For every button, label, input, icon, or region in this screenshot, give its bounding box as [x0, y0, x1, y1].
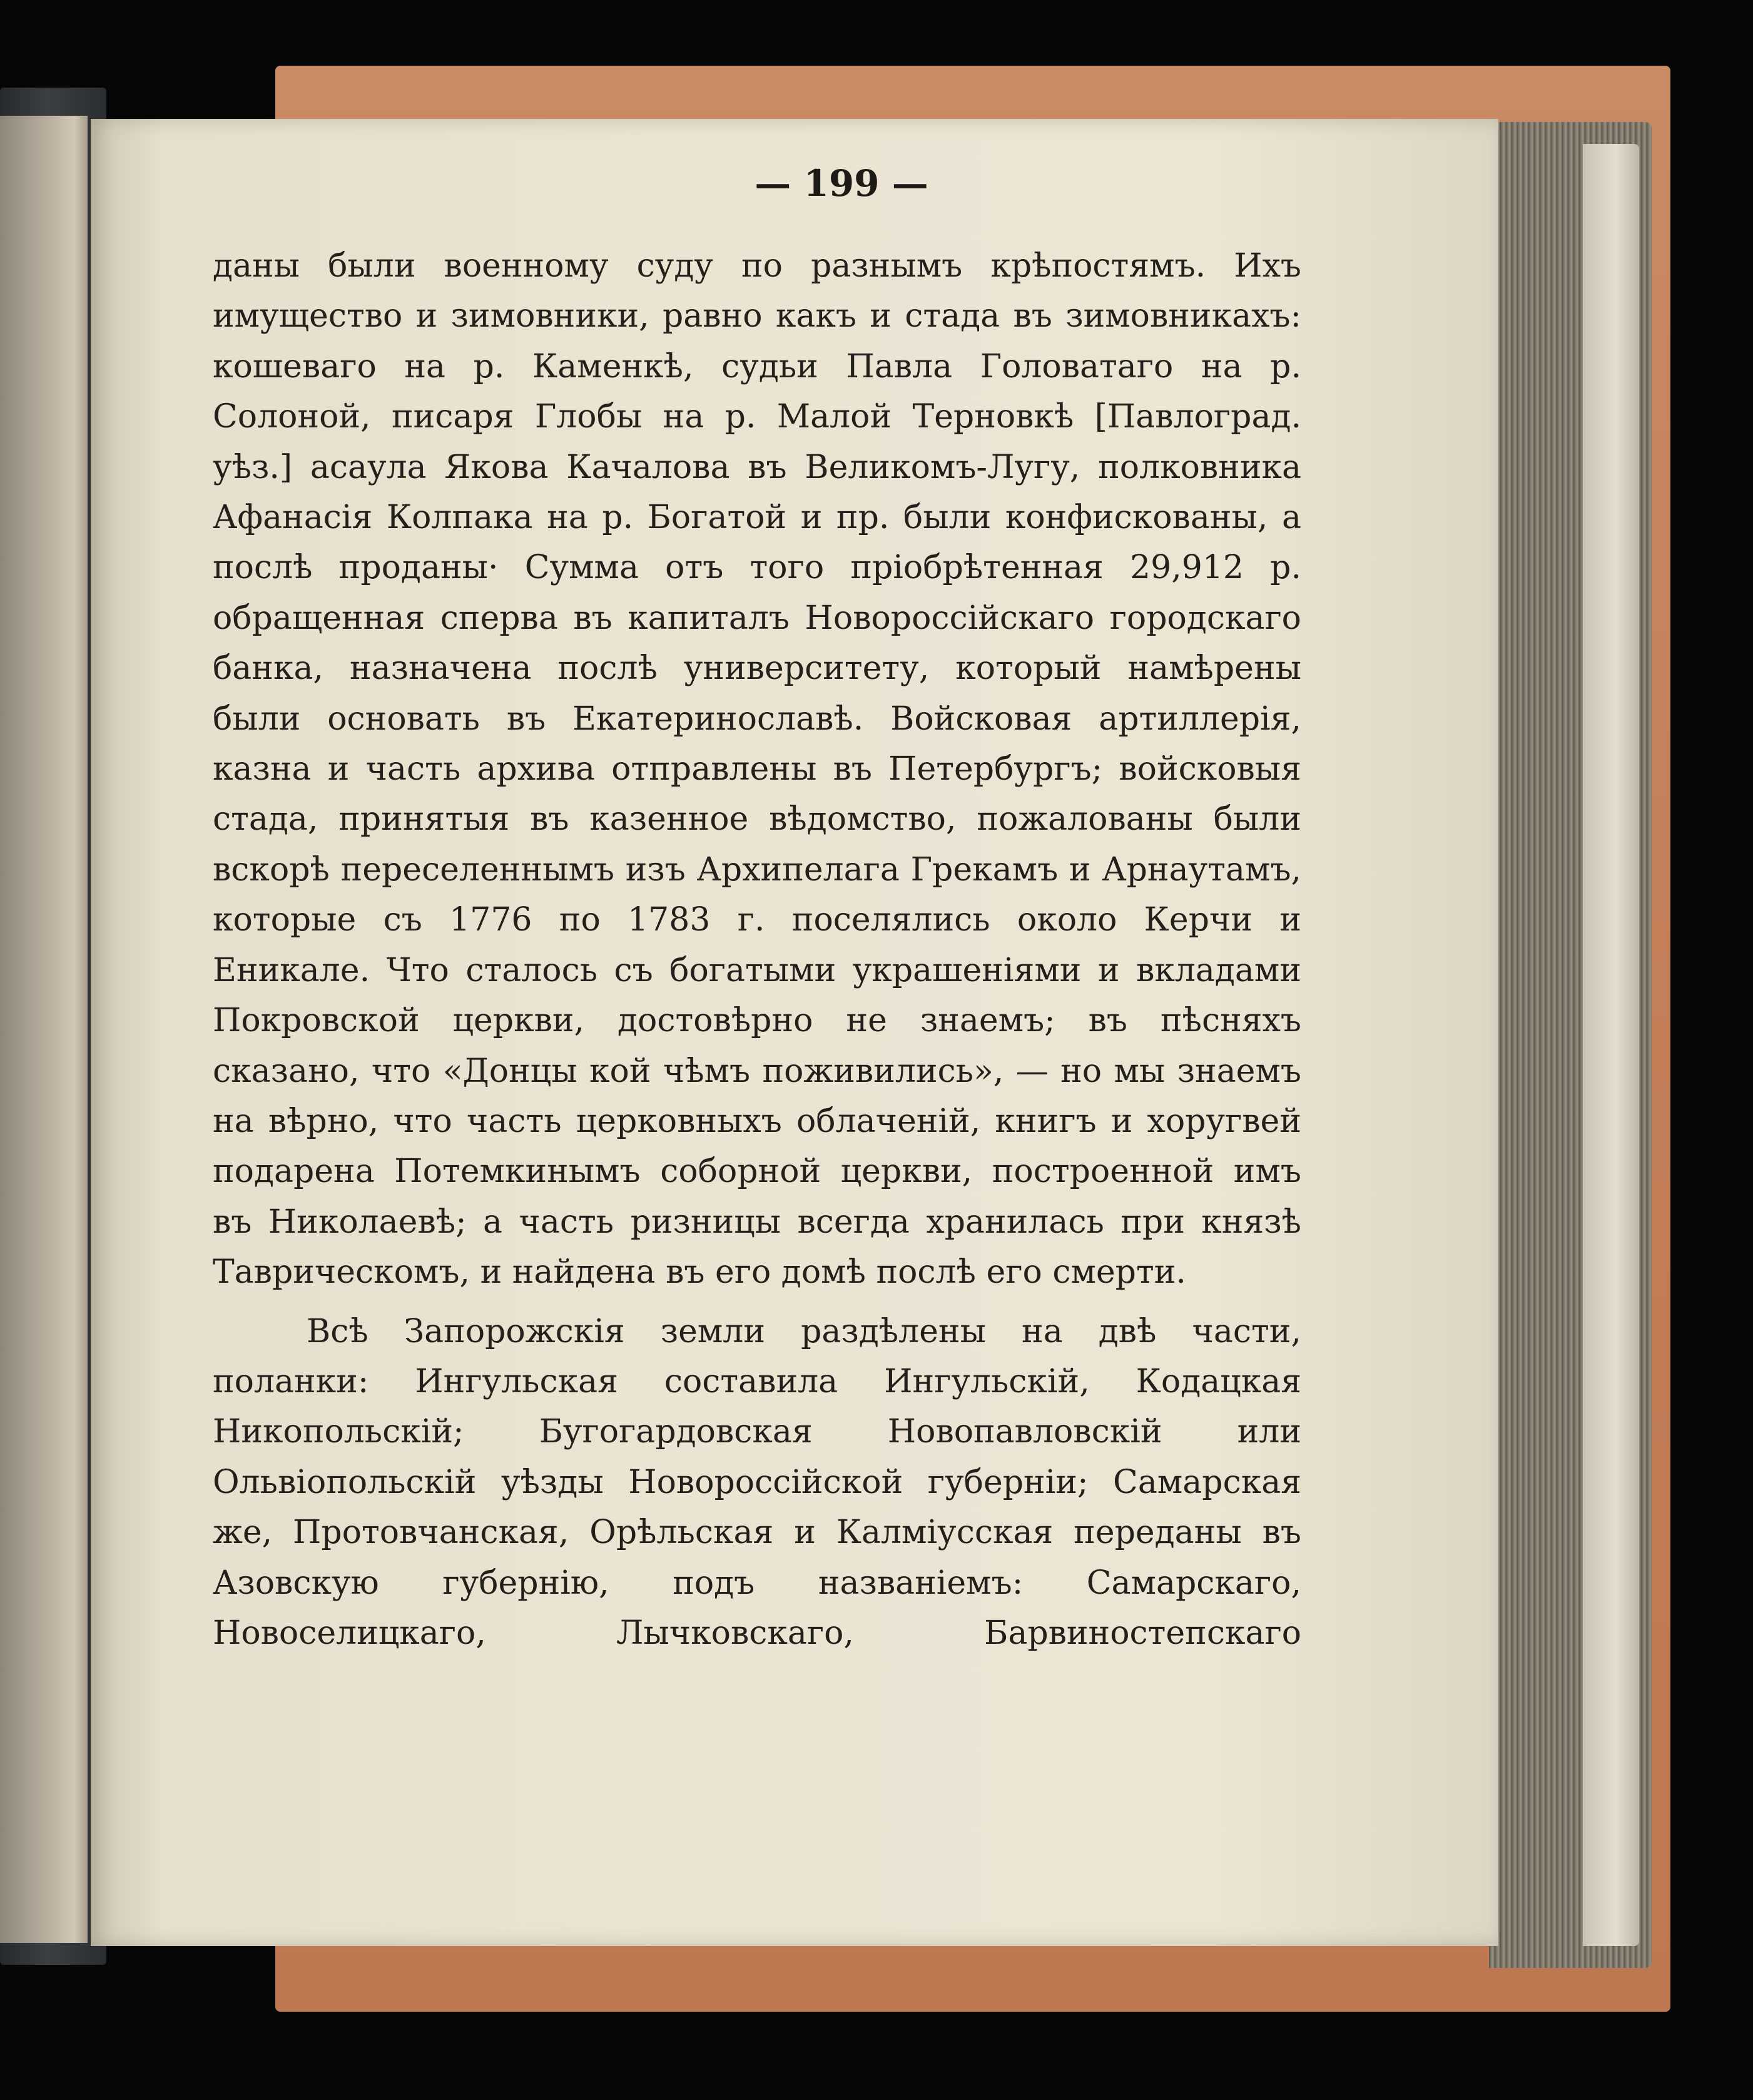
- page-stack-light-edge: [1583, 144, 1639, 1946]
- left-page-edge: [0, 116, 88, 1943]
- paragraph-1: даны были военному суду по разнымъ крѣпостямъ. Ихъ имущество и зимовники, равно какъ и стада въ зимовникахъ: кошеваго на р. Каменкѣ, судьи Павла Головатаго на р. Солоной, писаря Глобы на р. Малой Терновкѣ [Павлоград. уѣз.] асаула Якова Качалова въ Великомъ-Лугу, полковника Афанасія Колпака на р. Богатой и пр. были конфискованы, а послѣ проданы· Сумма отъ того пріобрѣтенная 29,912 р. обращенная сперва въ капиталъ Новороссійскаго городскаго банка, назначена послѣ университету, который намѣрены были основать въ Екатеринославѣ. Войсковая артиллерія, казна и часть архива отправлены въ Петербургъ; войсковыя стада, принятыя въ казенное вѣдомство, пожалованы были вскорѣ переселеннымъ изъ Архипелага Грекамъ и Арнаутамъ, которые съ 1776 по 1783 г. поселялись около Керчи и Еникале. Что сталось съ богатыми украшеніями и вкладами Покровской церкви, достовѣрно не знаемъ; въ пѣсняхъ сказано, что «Донцы кой чѣмъ поживились», — но мы знаемъ на вѣрно, что часть церковныхъ облаченій, книгъ и хоругвей подарена Потемкинымъ соборной церкви, построенной имъ въ Николаевѣ; а часть ризницы всегда хранилась при князѣ Таврическомъ, и найдена въ его домѣ послѣ его смерти.: [213, 247, 1301, 1292]
- page-text: [213, 241, 1301, 1658]
- paragraph-2: Всѣ Запорожскія земли раздѣлены на двѣ части, поланки: Ингульская составила Ингульскій, Кодацкая Никопольскій; Бугогардовская Новопавловскій или Ольвіопольскій уѣзды Новороссійской губерніи; Самарская же, Протовчанская, Орѣльская и Калміусская переданы въ Азовскую губернію, подъ названіемъ: Самарскаго, Новоселицкаго, Лычковскаго, Барвиностепскаго: [213, 1312, 1301, 1652]
- page-number: — 199 —: [755, 162, 928, 205]
